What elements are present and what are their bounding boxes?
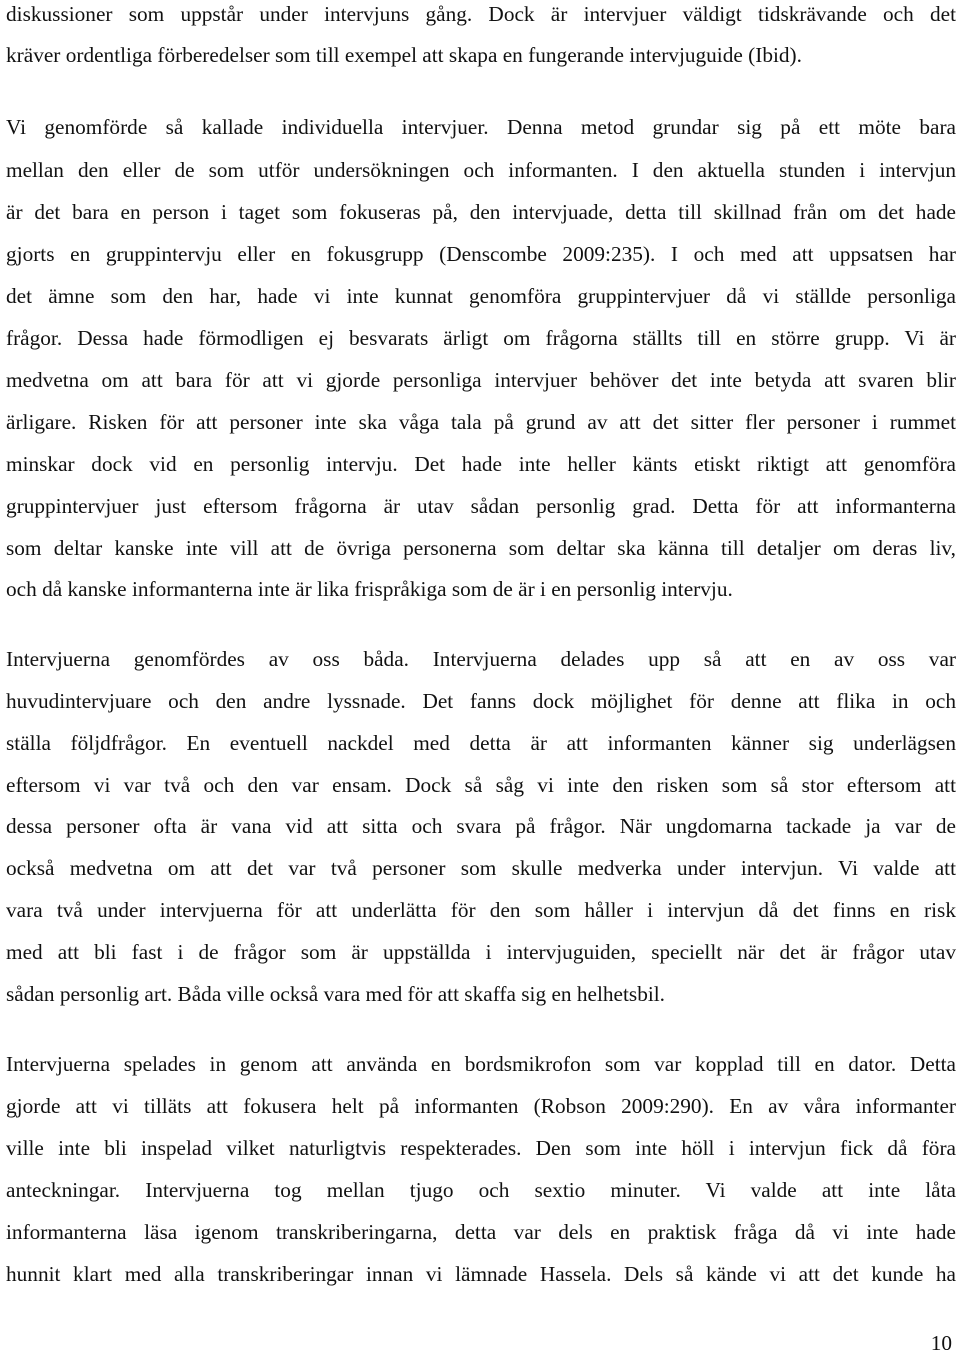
text-line: och då kanske informanterna inte är lika frispråkiga som de är i en personlig intervju.: [6, 577, 733, 601]
text-line: Intervjuerna spelades in genom att använda en bordsmikrofon som var kopplad till en dator. Detta: [6, 1052, 956, 1076]
text-line: dessa personer ofta är vana vid att sitta och svara på frågor. När ungdomarna tackade ja var de: [6, 814, 956, 838]
text-line: medvetna om att bara för att vi gjorde personliga intervjuer behöver det inte betyda att svaren blir: [6, 368, 956, 392]
text-line: ärligare. Risken för att personer inte ska våga tala på grund av att det sitter fler personer i rummet: [6, 410, 956, 434]
text-line: är det bara en person i taget som fokuseras på, den intervjuade, detta till skillnad från om det hade: [6, 200, 956, 224]
text-line: frågor. Dessa hade förmodligen ej besvarats ärligt om frågorna ställts till en större grupp. Vi är: [6, 326, 956, 350]
text-line: Vi genomförde så kallade individuella intervjuer. Denna metod grundar sig på ett möte bara: [6, 115, 956, 139]
text-line: som deltar kanske inte vill att de övriga personerna som deltar ska känna till detaljer om deras liv,: [6, 536, 956, 560]
text-line: vara två under intervjuerna för att underlätta för den som håller i intervjun då det finns en risk: [6, 898, 956, 922]
text-line: det ämne som den har, hade vi inte kunnat genomföra gruppintervjuer då vi ställde personliga: [6, 284, 956, 308]
text-line: hunnit klart med alla transkriberingar innan vi lämnade Hassela. Dels så kände vi att det kunde ha: [6, 1262, 956, 1286]
text-line: diskussioner som uppstår under intervjuns gång. Dock är intervjuer väldigt tidskrävande och det: [6, 2, 956, 26]
text-line: kräver ordentliga förberedelser som till exempel att skapa en fungerande intervjuguide (Ibid).: [6, 43, 802, 67]
text-line: gjorts en gruppintervju eller en fokusgrupp (Denscombe 2009:235). I och med att uppsatsen har: [6, 242, 956, 266]
text-line: informanterna läsa igenom transkriberingarna, detta var dels en praktisk fråga då vi inte hade: [6, 1220, 956, 1244]
text-line: ställa följdfrågor. En eventuell nackdel med detta är att informanten känner sig underlägsen: [6, 731, 956, 755]
text-line: Intervjuerna genomfördes av oss båda. Intervjuerna delades upp så att en av oss var: [6, 647, 956, 671]
text-line: med att bli fast i de frågor som är uppställda i intervjuguiden, speciellt när det är frågor utav: [6, 940, 956, 964]
text-line: huvudintervjuare och den andre lyssnade. Det fanns dock möjlighet för denne att flika in och: [6, 689, 956, 713]
text-line: ville inte bli inspelad vilket naturligtvis respekterades. Den som inte höll i intervjun fick då föra: [6, 1136, 956, 1160]
document-page: [6, 0, 956, 1356]
text-line: mellan den eller de som utför undersökningen och informanten. I den aktuella stunden i intervjun: [6, 158, 956, 182]
text-line: gruppintervjuer just eftersom frågorna är utav sådan personlig grad. Detta för att informanterna: [6, 494, 956, 518]
text-line: minskar dock vid en personlig intervju. Det hade inte heller känts etiskt riktigt att genomföra: [6, 452, 956, 476]
page-number: 10: [930, 1331, 952, 1355]
text-line: gjorde att vi tilläts att fokusera helt på informanten (Robson 2009:290). En av våra informanter: [6, 1094, 956, 1118]
text-line: anteckningar. Intervjuerna tog mellan tjugo och sextio minuter. Vi valde att inte låta: [6, 1178, 956, 1202]
text-line: eftersom vi var två och den var ensam. Dock så såg vi inte den risken som så stor eftersom att: [6, 773, 956, 797]
text-line: sådan personlig art. Båda ville också vara med för att skaffa sig en helhetsbil.: [6, 982, 666, 1006]
text-line: också medvetna om att det var två personer som skulle medverka under intervjun. Vi valde att: [6, 856, 956, 880]
